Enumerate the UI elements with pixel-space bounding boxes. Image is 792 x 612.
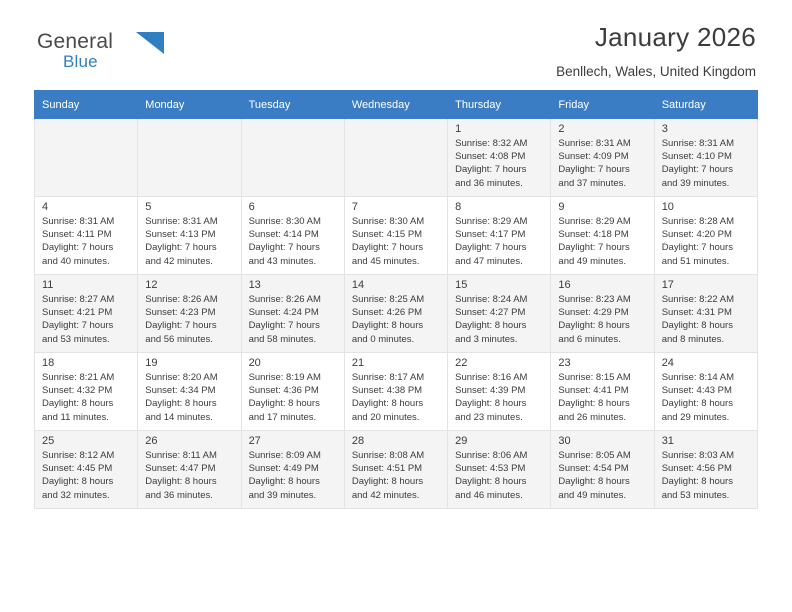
calendar-day-cell[interactable] — [654, 119, 757, 197]
calendar-day-cell[interactable] — [448, 197, 551, 275]
sunset-text: Sunset: 4:53 PM — [455, 463, 526, 475]
daylight-minutes-text: and 43 minutes. — [248, 255, 317, 267]
sunrise-text: Sunrise: 8:26 AM — [145, 294, 218, 305]
daylight-minutes-text: and 53 minutes. — [661, 489, 730, 501]
calendar-day-cell[interactable] — [344, 275, 447, 353]
sunset-text: Sunset: 4:23 PM — [145, 307, 216, 319]
day-number: 24 — [661, 357, 674, 369]
day-number: 14 — [351, 279, 365, 291]
calendar-day-cell[interactable] — [35, 353, 138, 431]
sunset-text: Sunset: 4:10 PM — [661, 151, 732, 163]
sunrise-text: Sunrise: 8:03 AM — [661, 450, 735, 461]
daylight-text: Daylight: 8 hours — [145, 398, 217, 410]
daylight-text: Daylight: 8 hours — [558, 476, 630, 488]
day-number: 1 — [455, 123, 462, 135]
day-detail-lines — [551, 293, 653, 346]
sunrise-text: Sunrise: 8:31 AM — [661, 138, 735, 149]
day-number: 17 — [661, 279, 674, 291]
calendar-cell-empty — [344, 119, 447, 197]
day-number: 9 — [558, 201, 565, 213]
daylight-text: Daylight: 8 hours — [42, 476, 114, 488]
daylight-minutes-text: and 45 minutes. — [351, 255, 420, 267]
title-block — [556, 22, 756, 79]
day-number: 12 — [145, 279, 158, 291]
day-detail-lines — [138, 293, 240, 346]
daylight-text: Daylight: 8 hours — [42, 398, 114, 410]
daylight-text: Daylight: 7 hours — [145, 320, 217, 332]
day-detail-lines — [448, 215, 550, 268]
day-detail-lines — [655, 371, 757, 424]
weekday-header-tuesday: Tuesday — [241, 91, 344, 119]
daylight-text: Daylight: 8 hours — [558, 320, 630, 332]
calendar-day-cell[interactable] — [654, 197, 757, 275]
day-detail-lines — [551, 449, 653, 502]
daylight-text: Daylight: 7 hours — [661, 164, 733, 176]
weekday-header-thursday: Thursday — [448, 91, 551, 119]
day-detail-lines — [35, 371, 137, 424]
daylight-minutes-text: and 20 minutes. — [351, 411, 420, 423]
daylight-text: Daylight: 7 hours — [248, 242, 320, 254]
calendar-day-cell[interactable] — [654, 431, 757, 509]
day-detail-lines — [242, 215, 344, 268]
sunrise-text: Sunrise: 8:29 AM — [558, 216, 631, 227]
sunset-text: Sunset: 4:14 PM — [248, 229, 319, 241]
calendar-day-cell[interactable] — [138, 353, 241, 431]
daylight-minutes-text: and 8 minutes. — [661, 333, 725, 345]
day-number: 2 — [558, 123, 565, 135]
daylight-text: Daylight: 7 hours — [42, 320, 114, 332]
sunset-text: Sunset: 4:09 PM — [558, 151, 629, 163]
day-number: 26 — [145, 435, 158, 447]
calendar-day-cell[interactable] — [35, 275, 138, 353]
calendar-week-row — [35, 119, 758, 197]
daylight-minutes-text: and 6 minutes. — [558, 333, 621, 345]
calendar-day-cell[interactable] — [138, 197, 241, 275]
sunrise-text: Sunrise: 8:21 AM — [42, 372, 115, 383]
flag-icon — [134, 32, 166, 54]
daylight-minutes-text: and 40 minutes. — [42, 255, 110, 267]
daylight-text: Daylight: 8 hours — [661, 398, 733, 410]
calendar-day-cell[interactable] — [241, 275, 344, 353]
weekday-header-saturday: Saturday — [654, 91, 757, 119]
daylight-minutes-text: and 39 minutes. — [248, 489, 317, 501]
sunrise-text: Sunrise: 8:31 AM — [42, 216, 115, 227]
day-detail-lines — [345, 293, 447, 346]
sunset-text: Sunset: 4:43 PM — [661, 385, 732, 397]
daylight-minutes-text: and 53 minutes. — [42, 333, 110, 345]
calendar-cell-empty — [241, 119, 344, 197]
daylight-minutes-text: and 42 minutes. — [145, 255, 213, 267]
sunset-text: Sunset: 4:21 PM — [42, 307, 113, 319]
sunrise-text: Sunrise: 8:15 AM — [558, 372, 631, 383]
sunset-text: Sunset: 4:56 PM — [661, 463, 732, 475]
sunrise-text: Sunrise: 8:25 AM — [351, 294, 425, 305]
sunset-text: Sunset: 4:51 PM — [351, 463, 423, 475]
sunrise-sunset-calendar — [34, 90, 758, 509]
calendar-day-cell[interactable] — [551, 275, 654, 353]
day-detail-lines — [551, 371, 653, 424]
sunset-text: Sunset: 4:26 PM — [351, 307, 423, 319]
daylight-text: Daylight: 8 hours — [351, 320, 424, 332]
sunrise-text: Sunrise: 8:30 AM — [351, 216, 425, 227]
sunrise-text: Sunrise: 8:32 AM — [455, 138, 528, 149]
calendar-day-cell[interactable] — [35, 431, 138, 509]
sunset-text: Sunset: 4:29 PM — [558, 307, 629, 319]
sunset-text: Sunset: 4:54 PM — [558, 463, 629, 475]
sunrise-text: Sunrise: 8:16 AM — [455, 372, 528, 383]
brand-name-general: General — [37, 30, 114, 53]
day-number: 20 — [248, 357, 261, 369]
calendar-day-cell[interactable] — [138, 275, 241, 353]
daylight-text: Daylight: 7 hours — [42, 242, 114, 254]
calendar-week-row — [35, 275, 758, 353]
calendar-week-row — [35, 353, 758, 431]
day-number: 3 — [661, 123, 668, 135]
daylight-text: Daylight: 8 hours — [351, 398, 424, 410]
sunset-text: Sunset: 4:17 PM — [455, 229, 526, 241]
daylight-text: Daylight: 8 hours — [661, 476, 733, 488]
sunset-text: Sunset: 4:36 PM — [248, 385, 319, 397]
daylight-minutes-text: and 36 minutes. — [145, 489, 213, 501]
sunrise-text: Sunrise: 8:19 AM — [248, 372, 321, 383]
sunset-text: Sunset: 4:49 PM — [248, 463, 319, 475]
daylight-minutes-text: and 47 minutes. — [455, 255, 523, 267]
day-number: 23 — [558, 357, 571, 369]
sunrise-text: Sunrise: 8:28 AM — [661, 216, 735, 227]
day-number: 15 — [455, 279, 468, 291]
calendar-week-row — [35, 431, 758, 509]
day-detail-lines — [655, 293, 757, 346]
calendar-body — [35, 119, 758, 509]
day-detail-lines — [345, 371, 447, 424]
daylight-text: Daylight: 8 hours — [455, 320, 527, 332]
sunrise-text: Sunrise: 8:23 AM — [558, 294, 631, 305]
sunrise-text: Sunrise: 8:31 AM — [145, 216, 218, 227]
day-number: 18 — [42, 357, 55, 369]
sunrise-text: Sunrise: 8:11 AM — [145, 450, 217, 461]
location-subtitle: Benllech, Wales, United Kingdom — [556, 64, 756, 79]
sunset-text: Sunset: 4:45 PM — [42, 463, 113, 475]
calendar-week-row — [35, 197, 758, 275]
daylight-text: Daylight: 7 hours — [145, 242, 217, 254]
sunrise-text: Sunrise: 8:24 AM — [455, 294, 528, 305]
weekday-header-row — [35, 91, 758, 119]
sunrise-text: Sunrise: 8:08 AM — [351, 450, 425, 461]
daylight-text: Daylight: 8 hours — [558, 398, 630, 410]
day-detail-lines — [448, 371, 550, 424]
sunset-text: Sunset: 4:15 PM — [351, 229, 423, 241]
calendar-day-cell[interactable] — [35, 197, 138, 275]
calendar-day-cell[interactable] — [241, 353, 344, 431]
calendar-day-cell[interactable] — [241, 197, 344, 275]
daylight-minutes-text: and 29 minutes. — [661, 411, 730, 423]
sunset-text: Sunset: 4:24 PM — [248, 307, 319, 319]
calendar-day-cell[interactable] — [551, 353, 654, 431]
daylight-minutes-text: and 49 minutes. — [558, 255, 627, 267]
day-detail-lines — [551, 137, 653, 190]
day-number: 13 — [248, 279, 261, 291]
daylight-minutes-text: and 3 minutes. — [455, 333, 518, 345]
calendar-cell-empty — [35, 119, 138, 197]
day-detail-lines — [35, 215, 137, 268]
weekday-header-monday: Monday — [138, 91, 241, 119]
calendar-day-cell[interactable] — [654, 275, 757, 353]
sunrise-text: Sunrise: 8:12 AM — [42, 450, 115, 461]
calendar-cell-empty — [138, 119, 241, 197]
day-number: 28 — [351, 435, 365, 447]
daylight-minutes-text: and 56 minutes. — [145, 333, 213, 345]
daylight-text: Daylight: 8 hours — [351, 476, 424, 488]
day-number: 25 — [42, 435, 55, 447]
day-detail-lines — [242, 371, 344, 424]
weekday-header-friday: Friday — [551, 91, 654, 119]
daylight-text: Daylight: 8 hours — [248, 398, 320, 410]
daylight-minutes-text: and 17 minutes. — [248, 411, 317, 423]
daylight-minutes-text: and 32 minutes. — [42, 489, 110, 501]
day-number: 22 — [455, 357, 468, 369]
day-detail-lines — [138, 215, 240, 268]
sunset-text: Sunset: 4:47 PM — [145, 463, 216, 475]
sunrise-text: Sunrise: 8:30 AM — [248, 216, 321, 227]
day-detail-lines — [242, 293, 344, 346]
calendar-day-cell[interactable] — [551, 197, 654, 275]
calendar-day-cell[interactable] — [448, 275, 551, 353]
daylight-minutes-text: and 46 minutes. — [455, 489, 523, 501]
daylight-text: Daylight: 7 hours — [455, 242, 527, 254]
sunrise-text: Sunrise: 8:31 AM — [558, 138, 631, 149]
daylight-text: Daylight: 7 hours — [661, 242, 733, 254]
daylight-text: Daylight: 8 hours — [455, 476, 527, 488]
brand-name-blue: Blue — [63, 52, 98, 71]
sunset-text: Sunset: 4:08 PM — [455, 151, 526, 163]
calendar-day-cell[interactable] — [241, 431, 344, 509]
daylight-text: Daylight: 7 hours — [558, 164, 630, 176]
daylight-minutes-text: and 51 minutes. — [661, 255, 730, 267]
day-number: 21 — [351, 357, 365, 369]
sunrise-text: Sunrise: 8:14 AM — [661, 372, 735, 383]
day-detail-lines — [35, 293, 137, 346]
day-number: 7 — [351, 201, 358, 213]
day-number: 27 — [248, 435, 261, 447]
day-detail-lines — [655, 215, 757, 268]
day-detail-lines — [35, 449, 137, 502]
sunrise-text: Sunrise: 8:09 AM — [248, 450, 321, 461]
daylight-text: Daylight: 7 hours — [455, 164, 527, 176]
sunset-text: Sunset: 4:41 PM — [558, 385, 629, 397]
daylight-text: Daylight: 7 hours — [351, 242, 424, 254]
sunset-text: Sunset: 4:11 PM — [42, 229, 112, 241]
day-number: 30 — [558, 435, 571, 447]
daylight-text: Daylight: 8 hours — [661, 320, 733, 332]
calendar-day-cell[interactable] — [551, 119, 654, 197]
day-detail-lines — [448, 137, 550, 190]
day-number: 6 — [248, 201, 255, 213]
day-number: 5 — [145, 201, 152, 213]
weekday-header-wednesday: Wednesday — [344, 91, 447, 119]
daylight-minutes-text: and 26 minutes. — [558, 411, 627, 423]
sunrise-text: Sunrise: 8:17 AM — [351, 372, 425, 383]
sunset-text: Sunset: 4:13 PM — [145, 229, 216, 241]
day-number: 29 — [455, 435, 468, 447]
daylight-minutes-text: and 0 minutes. — [351, 333, 415, 345]
sunrise-text: Sunrise: 8:27 AM — [42, 294, 115, 305]
sunrise-text: Sunrise: 8:05 AM — [558, 450, 631, 461]
daylight-minutes-text: and 39 minutes. — [661, 177, 730, 189]
day-detail-lines — [655, 449, 757, 502]
calendar-day-cell[interactable] — [448, 119, 551, 197]
daylight-text: Daylight: 7 hours — [558, 242, 630, 254]
day-number: 11 — [42, 279, 54, 291]
calendar-day-cell[interactable] — [551, 431, 654, 509]
calendar-day-cell[interactable] — [448, 353, 551, 431]
day-detail-lines — [551, 215, 653, 268]
sunrise-text: Sunrise: 8:29 AM — [455, 216, 528, 227]
sunset-text: Sunset: 4:20 PM — [661, 229, 732, 241]
daylight-text: Daylight: 7 hours — [248, 320, 320, 332]
page-header — [34, 0, 758, 86]
calendar-day-cell[interactable] — [344, 353, 447, 431]
day-number: 4 — [42, 201, 49, 213]
sunset-text: Sunset: 4:34 PM — [145, 385, 216, 397]
day-number: 31 — [661, 435, 674, 447]
day-detail-lines — [655, 137, 757, 190]
sunset-text: Sunset: 4:31 PM — [661, 307, 732, 319]
daylight-minutes-text: and 58 minutes. — [248, 333, 317, 345]
day-number: 19 — [145, 357, 158, 369]
sunset-text: Sunset: 4:27 PM — [455, 307, 526, 319]
day-detail-lines — [345, 215, 447, 268]
sunset-text: Sunset: 4:18 PM — [558, 229, 629, 241]
sunset-text: Sunset: 4:32 PM — [42, 385, 113, 397]
daylight-text: Daylight: 8 hours — [248, 476, 320, 488]
day-detail-lines — [138, 371, 240, 424]
daylight-minutes-text: and 14 minutes. — [145, 411, 213, 423]
weekday-header-sunday: Sunday — [35, 91, 138, 119]
day-number: 8 — [455, 201, 462, 213]
daylight-minutes-text: and 42 minutes. — [351, 489, 420, 501]
calendar-day-cell[interactable] — [344, 197, 447, 275]
calendar-day-cell[interactable] — [448, 431, 551, 509]
calendar-day-cell[interactable] — [654, 353, 757, 431]
day-detail-lines — [448, 449, 550, 502]
daylight-minutes-text: and 49 minutes. — [558, 489, 627, 501]
daylight-text: Daylight: 8 hours — [145, 476, 217, 488]
sunset-text: Sunset: 4:39 PM — [455, 385, 526, 397]
page-title: January 2026 — [594, 22, 756, 52]
daylight-minutes-text: and 36 minutes. — [455, 177, 523, 189]
sunrise-text: Sunrise: 8:20 AM — [145, 372, 218, 383]
sunset-text: Sunset: 4:38 PM — [351, 385, 423, 397]
sunrise-text: Sunrise: 8:06 AM — [455, 450, 528, 461]
day-number: 10 — [661, 201, 674, 213]
calendar-day-cell[interactable] — [344, 431, 447, 509]
daylight-text: Daylight: 8 hours — [455, 398, 527, 410]
calendar-day-cell[interactable] — [138, 431, 241, 509]
daylight-minutes-text: and 37 minutes. — [558, 177, 627, 189]
day-detail-lines — [448, 293, 550, 346]
daylight-minutes-text: and 11 minutes. — [42, 411, 109, 423]
day-detail-lines — [242, 449, 344, 502]
sunrise-text: Sunrise: 8:26 AM — [248, 294, 321, 305]
day-detail-lines — [345, 449, 447, 502]
brand-logo — [37, 30, 237, 78]
daylight-minutes-text: and 23 minutes. — [455, 411, 523, 423]
day-number: 16 — [558, 279, 571, 291]
sunrise-text: Sunrise: 8:22 AM — [661, 294, 735, 305]
day-detail-lines — [138, 449, 240, 502]
